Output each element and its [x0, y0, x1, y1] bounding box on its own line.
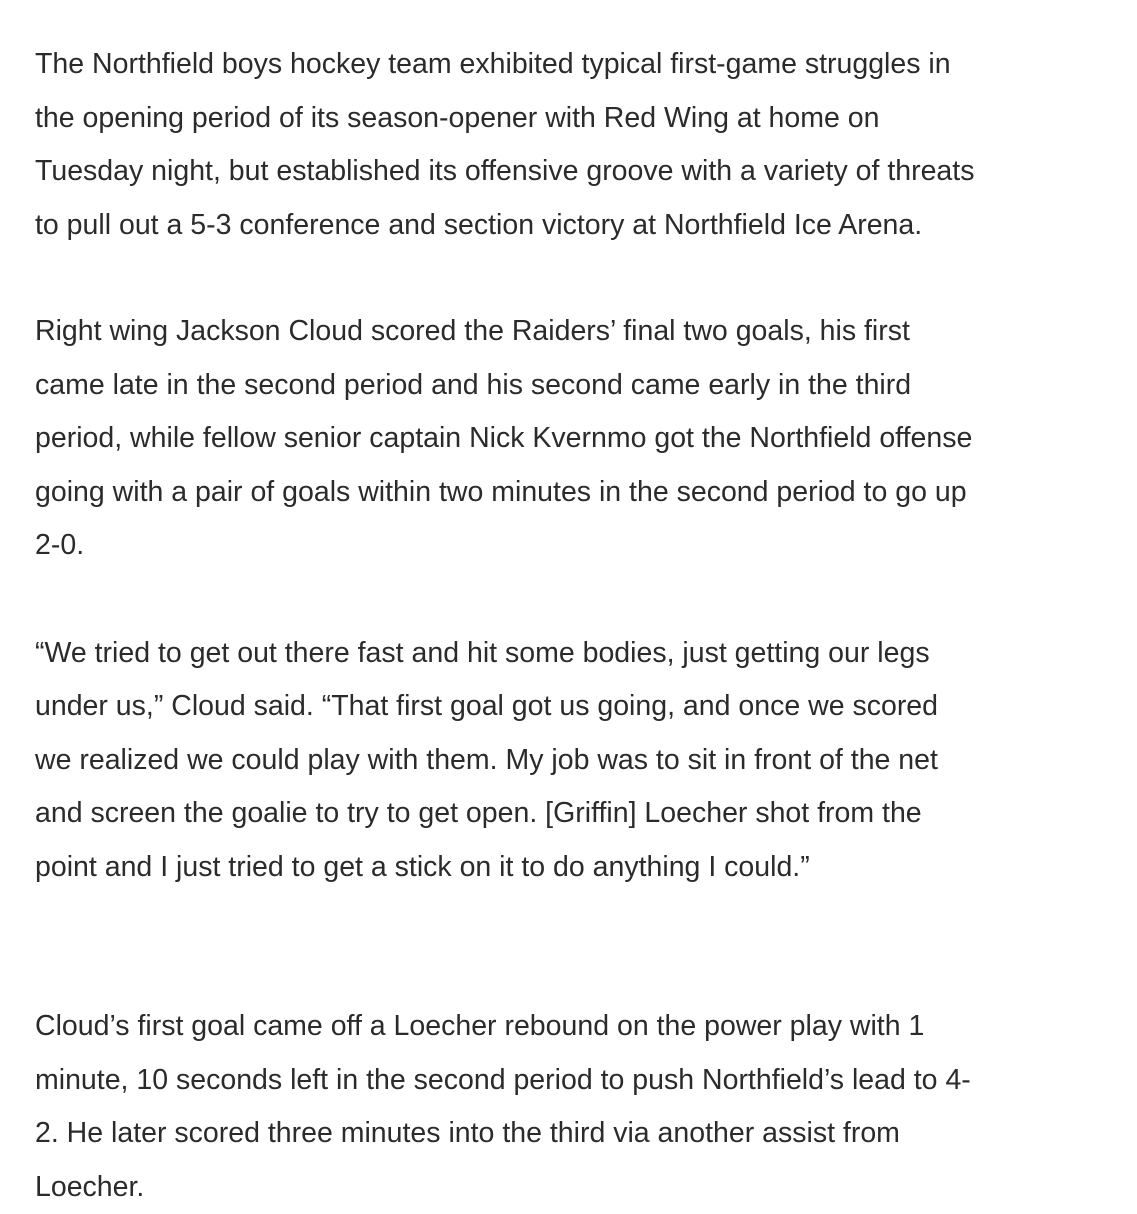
paragraph-line: Loecher. — [35, 1161, 1110, 1214]
paragraph-line: Right wing Jackson Cloud scored the Raiders’ final two goals, his first — [35, 305, 1110, 359]
paragraph-line: minute, 10 seconds left in the second period to push Northfield’s lead to 4- — [35, 1054, 1110, 1108]
paragraph-line: 2. He later scored three minutes into the third via another assist from — [35, 1107, 1110, 1161]
paragraph-spacer — [35, 573, 1110, 627]
paragraph-line: The Northfield boys hockey team exhibited typical first-game struggles in — [35, 38, 1110, 92]
paragraph-line: we realized we could play with them. My job was to sit in front of the net — [35, 734, 1110, 788]
paragraph-line: and screen the goalie to try to get open. [Griffin] Loecher shot from the — [35, 787, 1110, 841]
paragraph-line: “We tried to get out there fast and hit some bodies, just getting our legs — [35, 627, 1110, 681]
paragraph-line: to pull out a 5-3 conference and section victory at Northfield Ice Arena. — [35, 199, 1110, 253]
paragraph-line: 2-0. — [35, 519, 1110, 573]
paragraph-spacer — [35, 252, 1110, 305]
paragraph-line: under us,” Cloud said. “That first goal got us going, and once we scored — [35, 680, 1110, 734]
paragraph-line: period, while fellow senior captain Nick Kvernmo got the Northfield offense — [35, 412, 1110, 466]
paragraph-4 — [35, 1000, 1110, 1214]
paragraph-line: came late in the second period and his second came early in the third — [35, 359, 1110, 413]
paragraph-2 — [35, 305, 1110, 573]
paragraph-line: Tuesday night, but established its offensive groove with a variety of threats — [35, 145, 1110, 199]
paragraph-line: point and I just tried to get a stick on it to do anything I could.” — [35, 841, 1110, 895]
paragraph-spacer — [35, 894, 1110, 1000]
paragraph-1 — [35, 38, 1110, 252]
paragraph-line: going with a pair of goals within two minutes in the second period to go up — [35, 466, 1110, 520]
paragraph-line: Cloud’s first goal came off a Loecher rebound on the power play with 1 — [35, 1000, 1110, 1054]
article-body — [35, 38, 1110, 1214]
paragraph-3 — [35, 627, 1110, 895]
paragraph-line: the opening period of its season-opener with Red Wing at home on — [35, 92, 1110, 146]
